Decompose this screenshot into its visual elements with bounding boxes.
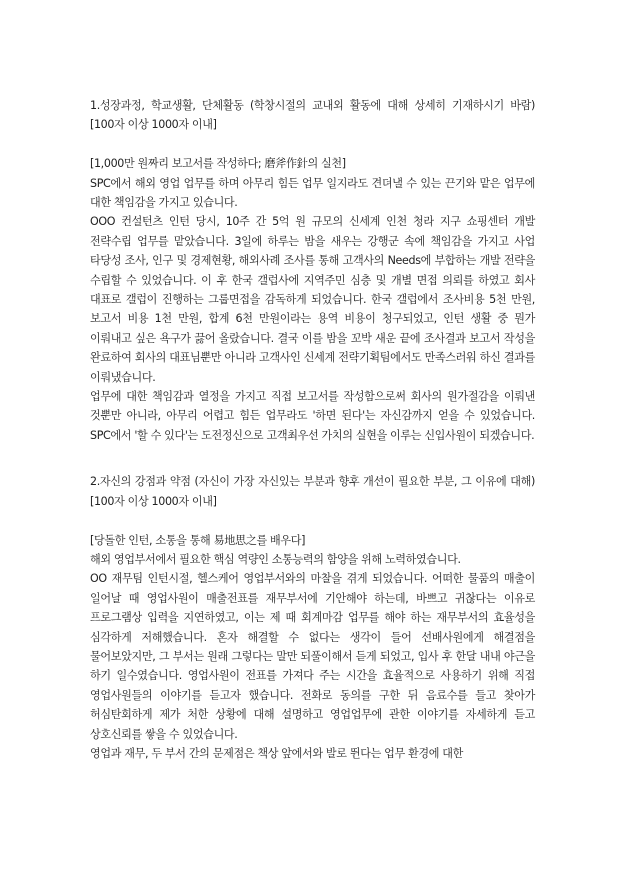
spacer (90, 135, 535, 154)
answer-2-paragraph: 해외 영업부서에서 필요한 핵심 역량인 소통능력의 함양을 위해 노력하였습니다. (90, 552, 461, 566)
answer-1-paragraph: SPC에서 해외 영업 업무를 하며 아무리 힘든 업무 일지라도 견뎌낼 수 있는 끈기와 맡은 업무에 대한 책임감을 가지고 있습니다. (90, 176, 535, 210)
answer-2-paragraph: OO 재무팀 인턴시절, 헬스케어 영업부서와의 마찰을 겪게 되었습니다. 어떠한 물품의 매출이 일어날 때 영업사원이 매출전표를 재무부서에 기안해야 하는데, 바쁘고 귀찮다는 이유로 프로그램상 입력을 지연하였고, 이는 제 때 회계마감 업무를 해야 하는 재무부서의 효율성을 심각하게 저해했습니다. 혼자 해결할 수 없다는 생각이 들어 선배사원에게 해결점을 물어보았지만, 그 부서는 원래 그렇다는 말만 되풀이해서 듣게 되었고, 입사 후 한달 내내 야근을 하기 일수였습니다. 영업사원이 전표를 가져다 주는 시간을 효율적으로 사용하기 위해 직접 영업사원들의 이야기를 듣고자 했습니다. 전화로 동의를 구한 뒤 음료수를 들고 찾아가 허심탄회하게 제가 처한 상황에 대해 설명하고 영업업무에 관한 이야기를 자세하게 듣고 상호신뢰를 쌓을 수 있었습니다. (90, 572, 535, 741)
question-2-prompt: 2.자신의 강점과 약점 (자신이 가장 자신있는 부분과 향후 개선이 필요한 부분, 그 이유에 대해) [100자 이상 1000자 이내] (90, 475, 535, 508)
answer-1-paragraph: OOO 컨설턴츠 인턴 당시, 10주 간 5억 원 규모의 신세계 인천 청라 지구 쇼핑센터 개발 전략수립 업무를 맡았습니다. 3일에 하루는 밤을 새우는 강행군 속에 책임감을 가지고 사업 타당성 조사, 인구 및 경제현황, 해외사례 조사를 통해 고객사의 Needs에 부합하는 개발 전략을 수립할 수 있었습니다. 이 후 한국 갤럽사에 지역주민 심층 및 개별 면접 의뢰를 하였고 회사 대표로 갤럽이 진행하는 그룹면접을 감독하게 되었습니다. 한국 갤럽에서 조사비용 5천 만원, 보고서 비용 1천 만원, 합계 6천 만원이라는 용역 비용이 청구되었고, 인턴 생활 중 뭔가 이뤄내고 싶은 욕구가 끓어 올랐습니다. 결국 이를 밤을 꼬박 새운 끝에 조사결과 보고서 작성을 완료하여 회사의 대표님뿐만 아니라 고객사인 신세계 전략기획팀에서도 만족스러워 하신 결과를 이뤄냈습니다. (90, 215, 535, 384)
document-page (90, 96, 535, 763)
question-1-section (90, 96, 535, 445)
question-2-section (90, 472, 535, 763)
question-1-prompt: 1.성장과정, 학교생활, 단체활동 (학창시절의 교내외 활동에 대해 상세히 기재하시기 바람) [100자 이상 1000자 이내] (90, 99, 535, 132)
answer-1-paragraph: 업무에 대한 책임감과 열정을 가지고 직접 보고서를 작성함으로써 회사의 원가절감을 이뤄낸 것뿐만 아니라, 아무리 어렵고 힘든 업무라도 '하면 된다'는 자신감까지 얻을 수 있었습니다. SPC에서 '할 수 있다'는 도전정신으로 고객최우선 가치의 실현을 이루는 신입사원이 되겠습니다. (90, 390, 535, 442)
answer-2-paragraph: 영업과 재무, 두 부서 간의 문제점은 책상 앞에서와 발로 뛴다는 업무 환경에 대한 (90, 746, 464, 760)
answer-2-heading: [당돌한 인턴, 소통을 통해 易地思之를 배우다] (90, 533, 306, 547)
spacer (90, 511, 535, 530)
section-spacer (90, 445, 535, 472)
answer-1-heading: [1,000만 원짜리 보고서를 작성하다; 磨斧作針의 실천] (90, 157, 346, 171)
